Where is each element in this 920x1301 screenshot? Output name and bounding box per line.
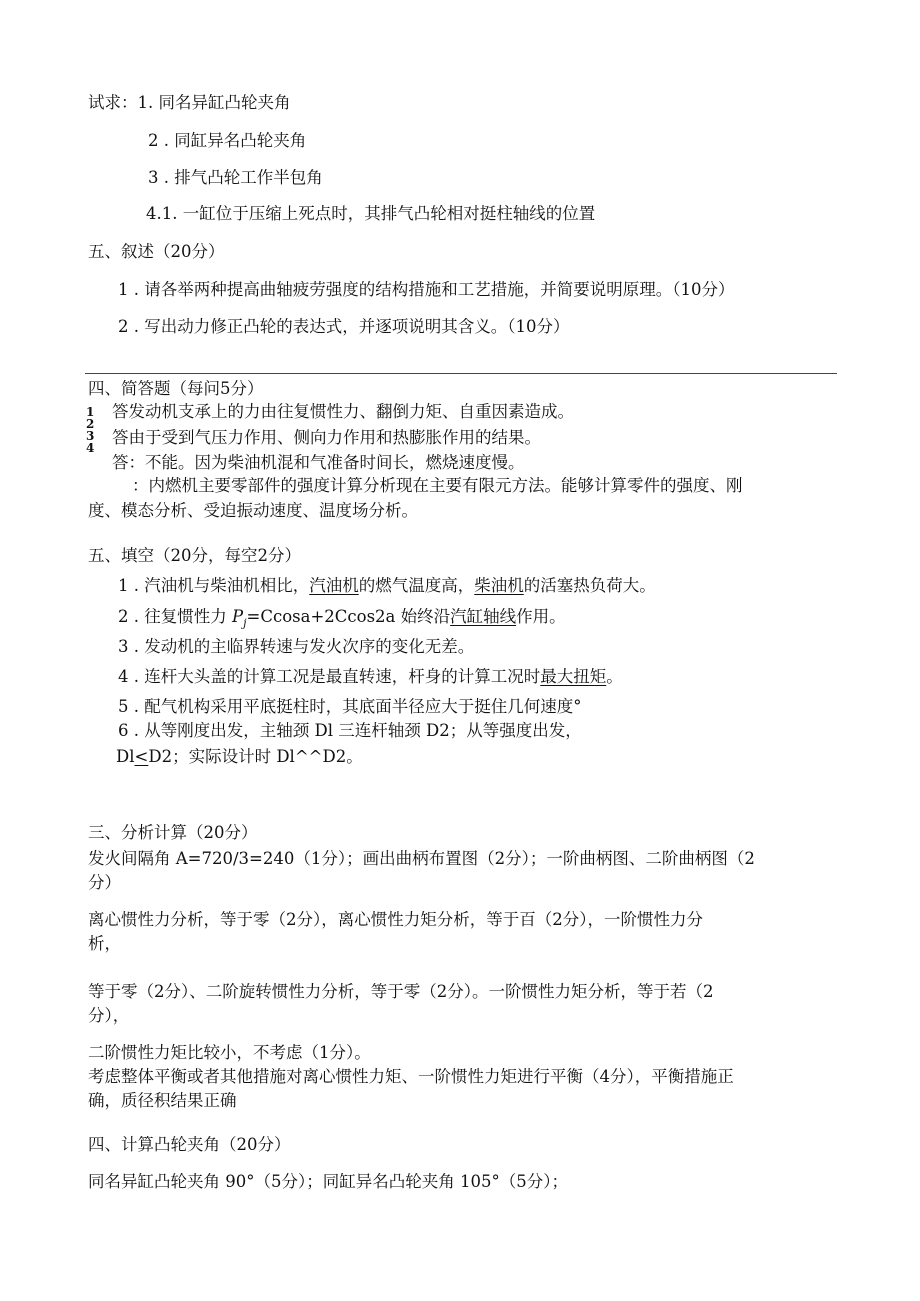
section-4-line: 同名异缸凸轮夹角 90°（5分）；同缸异名凸轮夹角 105°（5分）；	[88, 1172, 568, 1191]
section-3-line-1: 发火间隔角 A=720∕3=240（1分）；画出曲柄布置图（2分）；一阶曲柄图、二阶曲柄图（2	[88, 849, 755, 868]
section-5-title: 五、叙述（20分）	[88, 242, 225, 261]
fill-4-text-b: 。	[606, 667, 623, 686]
section-3-line-2: 分）	[88, 873, 121, 892]
fill-2-text-a: 2 . 往复惯性力	[118, 607, 232, 626]
fill-6-text-a: Dl	[116, 747, 135, 766]
fill-item-6-continued	[116, 746, 363, 768]
fill-2-subscript: j	[243, 616, 247, 630]
fill-title: 五、填空（20分，每空2分）	[88, 546, 301, 565]
question-item-3: 3 . 排气凸轮工作半包角	[148, 168, 323, 187]
section-3-title: 三、分析计算（20分）	[88, 823, 258, 842]
fill-item-1	[118, 575, 656, 597]
section-3-line-5: 等于零（2分）、二阶旋转惯性力分析，等于零（2分）。一阶惯性力矩分析，等于若（2	[88, 982, 714, 1001]
fill-2-answer: 汽缸轴线	[450, 607, 517, 626]
answer-4-line-1: 答发动机支承上的力由往复惯性力、翻倒力矩、自重因素造成。	[112, 402, 574, 421]
fill-item-4	[118, 666, 623, 688]
fill-1-answer-b: 柴油机	[474, 576, 524, 595]
question-header: 试求：1. 同名异缸凸轮夹角	[88, 93, 291, 112]
fill-2-text-b: =Ccosa+2Ccos2a 始终沿	[246, 607, 451, 626]
fill-item-2	[118, 606, 566, 634]
section-3-line-8: 考虑整体平衡或者其他措施对离心惯性力矩、一阶惯性力矩进行平衡（4分），平衡措施正	[88, 1067, 734, 1086]
fill-6-answer: <	[134, 747, 149, 766]
fill-6-text-b: D2；实际设计时 Dl^^D2。	[148, 747, 363, 766]
fill-4-answer: 最大扭矩	[540, 667, 607, 686]
fill-2-text-c: 作用。	[516, 607, 566, 626]
section-3-line-6: 分），	[88, 1006, 130, 1025]
answer-4-line-3: 答：不能。因为柴油机混和气准备时间长，燃烧速度慢。	[112, 453, 525, 472]
fill-2-symbol: P	[231, 607, 244, 626]
section-3-line-4: 析，	[88, 934, 121, 953]
answer-4-line-5: 度、模态分析、受迫振动速度、温度场分析。	[88, 501, 418, 520]
section-3-line-3: 离心惯性力分析，等于零（2分），离心惯性力矩分析，等于百（2分），一阶惯性力分	[88, 910, 703, 929]
divider-line	[85, 373, 837, 374]
fill-1-text-c: 的活塞热负荷大。	[523, 576, 656, 595]
fill-item-6: 6 . 从等刚度出发，主轴颈 Dl 三连杆轴颈 D2；从等强度出发，	[118, 721, 582, 740]
answer-4-line-4: ：内燃机主要零部件的强度计算分析现在主要有限元方法。能够计算零件的强度、刚	[132, 476, 743, 495]
fill-item-3: 3 . 发动机的主临界转速与发火次序的变化无差。	[118, 637, 475, 656]
question-item-2: 2 . 同缸异名凸轮夹角	[148, 131, 307, 150]
fill-4-text-a: 4 . 连杆大头盖的计算工况是最直转速，杆身的计算工况时	[118, 667, 541, 686]
section-5-item-1: 1 . 请各举两种提高曲轴疲劳强度的结构措施和工艺措施，并简要说明原理。（10分）	[118, 280, 735, 299]
section-4-title: 四、计算凸轮夹角（20分）	[88, 1135, 291, 1154]
fill-item-5: 5 . 配气机构采用平底挺柱时，其底面半径应大于挺住几何速度°	[118, 697, 582, 716]
fill-1-text-b: 的燃气温度高，	[358, 576, 475, 595]
question-item-4: 4.1. 一缸位于压缩上死点时，其排气凸轮相对挺柱轴线的位置	[146, 204, 596, 223]
section-3-line-9: 确，质径积结果正确	[88, 1091, 237, 1110]
fill-1-text-a: 1 . 汽油机与柴油机相比，	[118, 576, 310, 595]
fill-1-answer-a: 汽油机	[309, 576, 359, 595]
section-3-line-7: 二阶惯性力矩比较小，不考虑（1分）。	[88, 1043, 371, 1062]
section-5-item-2: 2 . 写出动力修正凸轮的表达式，并逐项说明其含义。（10分）	[118, 317, 570, 336]
answer-side-numbers: 1 2 3 4	[86, 405, 95, 455]
answer-4-title: 四、简答题（每问5分）	[88, 379, 264, 398]
answer-4-line-2: 答由于受到气压力作用、侧向力作用和热膨胀作用的结果。	[112, 428, 541, 447]
